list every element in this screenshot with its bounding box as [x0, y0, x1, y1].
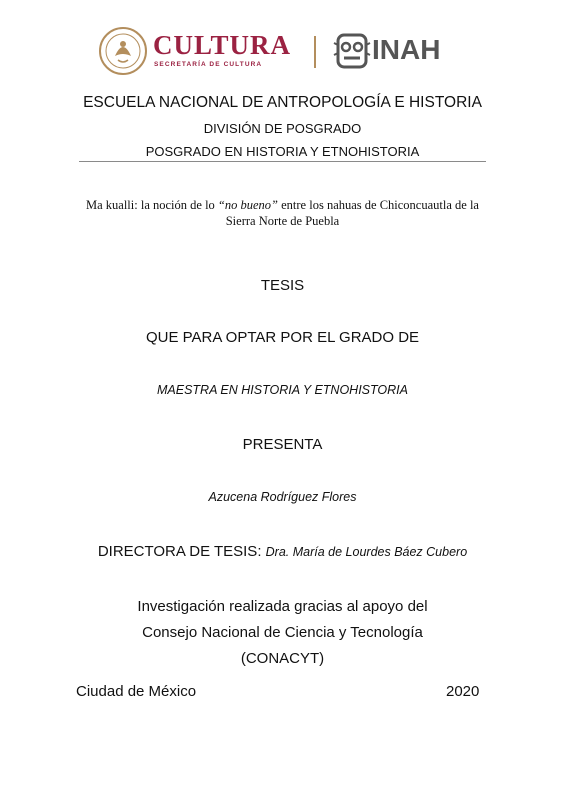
tesis-heading: TESIS	[260, 277, 305, 294]
director-name: Dra. María de Lourdes Báez Cubero	[265, 545, 468, 559]
inah-glyph-icon	[332, 31, 372, 71]
inah-logo-text: INAH	[372, 34, 441, 65]
degree-intro: QUE PARA OPTAR POR EL GRADO DE	[145, 329, 420, 346]
acknowledgement-line-2: Consejo Nacional de Ciencia y Tecnología	[142, 624, 423, 641]
year: 2020	[446, 683, 480, 700]
cultura-logo-text: CULTURA	[153, 30, 292, 60]
thesis-title-part3: entre los nahuas de Chiconcuautla de la Sierra Norte de Puebla	[225, 198, 479, 228]
header-rule	[79, 161, 486, 162]
thesis-title-part1: Ma kualli: la noción de lo	[86, 198, 218, 212]
division-name: DIVISIÓN DE POSGRADO	[203, 121, 362, 136]
director-label: DIRECTORA DE TESIS:	[97, 543, 266, 560]
thesis-title-italic: “no bueno”	[217, 198, 278, 212]
logo-divider	[314, 36, 316, 68]
acknowledgement-line-1: Investigación realizada gracias al apoyo del	[137, 598, 428, 615]
cultura-logo-subtitle: SECRETARÍA DE CULTURA	[154, 61, 263, 68]
mexico-coat-of-arms-icon	[98, 26, 148, 76]
city: Ciudad de México	[76, 683, 197, 700]
program-name: POSGRADO EN HISTORIA Y ETNOHISTORIA	[145, 144, 420, 159]
acknowledgement-line-3: (CONACYT)	[240, 650, 325, 667]
presenta-heading: PRESENTA	[242, 436, 323, 453]
school-name: ESCUELA NACIONAL DE ANTROPOLOGÍA E HISTORIA	[83, 94, 482, 111]
thesis-director	[0, 543, 565, 561]
degree-name: MAESTRA EN HISTORIA Y ETNOHISTORIA	[157, 383, 408, 397]
author-name: Azucena Rodríguez Flores	[208, 490, 357, 504]
thesis-title	[70, 197, 495, 229]
